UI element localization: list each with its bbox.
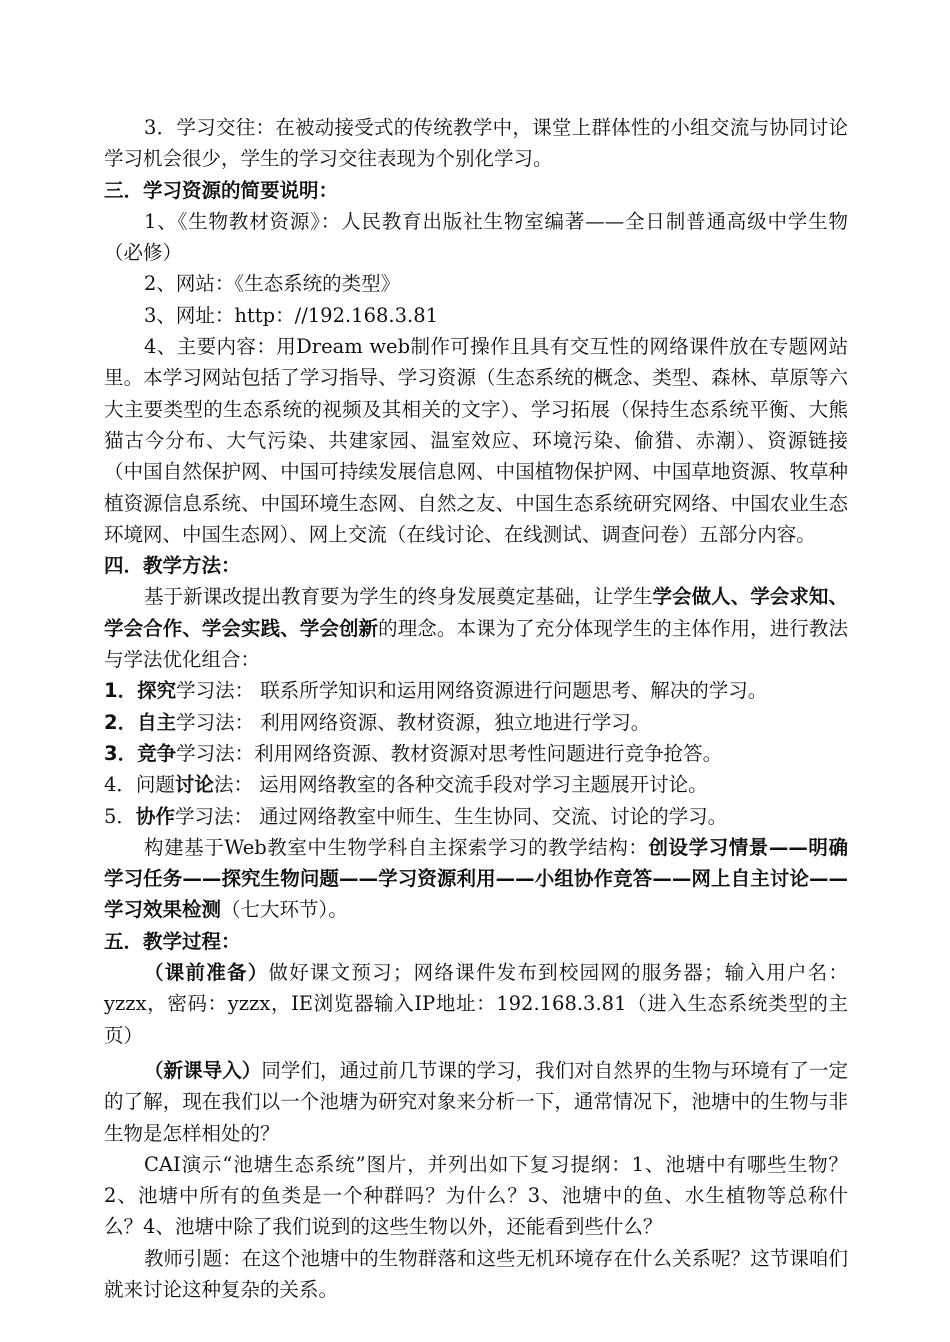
- section3-item1: 1、《生物教材资源》：人民教育出版社生物室编著——全日制普通高级中学生物（必修）: [104, 209, 848, 265]
- method-rest: 学习法：: [176, 710, 255, 734]
- section4-intro: [104, 581, 848, 675]
- method-rest: 学习法：: [174, 804, 253, 828]
- method-num: 1．: [104, 679, 138, 703]
- method-desc: 通过网络教室中师生、生生协同、交流、讨论的学习。: [252, 804, 728, 828]
- section5-prep: [104, 957, 848, 1051]
- section5-heading: 五．教学过程：: [104, 929, 241, 953]
- section2-item3: 3．学习交往：在被动接受式的传统教学中，课堂上群体性的小组交流与协同讨论学习机会很少，学生的学习交往表现为个别化学习。: [104, 116, 848, 171]
- section3-item2: 2、网站：《生态系统的类型》: [144, 272, 401, 296]
- method-desc: 利用网络资源、教材资源对思考性问题进行竞争抢答。: [254, 741, 723, 765]
- method-num: 2．: [104, 710, 138, 734]
- method-key: 协作: [135, 804, 175, 828]
- method-desc: 联系所学知识和运用网络资源进行问题思考、解决的学习。: [254, 679, 768, 703]
- method-key: 竞争: [137, 741, 177, 765]
- section5-teacher: 教师引题：在这个池塘中的生物群落和这些无机环境存在什么关系呢？这节课咱们就来讨论这种复杂的关系。: [104, 1246, 848, 1301]
- method-num: 4．问题: [104, 773, 175, 797]
- structure-bold: 创设学习情景——明确学习任务——探究生物问题——学习资源利用——小组协作竞答——网上自主讨论——学习效果检测: [104, 835, 848, 922]
- section3-item4: 4、主要内容：用Dream web制作可操作且具有交互性的网络课件放在专题网站里。本学习网站包括了学习指导、学习资源（生态系统的概念、类型、森林、草原等六大主要类型的生态系统的视频及其相关的文字）、学习拓展（保持生态系统平衡、大熊猫古今分布、大气污染、共建家园、温室效应、环境污染、偷猎、赤潮）、资源链接（中国自然保护网、中国可持续发展信息网、中国植物保护网、中国草地资源、牧草种植资源信息系统、中国环境生态网、自然之友、中国生态系统研究网络、中国农业生态环境网、中国生态网）、网上交流（在线讨论、在线测试、调查问卷）五部分内容。: [104, 335, 848, 546]
- section4-intro-bold: 学会做人、学会求知、学会合作、学会实践、学会创新: [104, 585, 848, 640]
- section4-intro-post: 的理念。本课为了充分体现学生的主体作用，进行教法与学法优化组合：: [104, 616, 848, 672]
- section5-cai: CAI演示“池塘生态系统”图片，并列出如下复习提纲：1、池塘中有哪些生物？2、池塘中所有的鱼类是一个种群吗？为什么？3、池塘中的鱼、水生植物等总称什么？4、池塘中除了我们说到的这些生物以外，还能看到些什么？: [104, 1152, 848, 1239]
- method-item-1: [104, 675, 848, 706]
- method-item-4: [104, 769, 848, 800]
- prep-text: 做好课文预习；网络课件发布到校园网的服务器；输入用户名：yzzx，密码：yzzx，IE浏览器输入IP地址：192.168.3.81（进入生态系统类型的主页）: [104, 961, 848, 1047]
- structure-pre: 构建基于Web教室中生物学科自主探索学习的教学结构：: [144, 835, 649, 859]
- intro-text: 同学们，通过前几节课的学习，我们对自然界的生物与环境有了一定的了解，现在我们以一个池塘为研究对象来分析一下，通常情况下，池塘中的生物与非生物是怎样相处的？: [104, 1058, 848, 1145]
- method-rest: 法：: [213, 773, 253, 797]
- structure-post: （七大环节）。: [221, 898, 348, 922]
- method-num: 3．: [104, 741, 138, 765]
- section5-intro: [104, 1055, 848, 1149]
- method-key: 自主: [137, 710, 177, 734]
- section4-structure: [104, 832, 848, 926]
- section4-intro-pre: 基于新课改提出教育要为学生的终身发展奠定基础，让学生: [144, 585, 653, 609]
- prep-label: （课前准备）: [144, 961, 269, 985]
- method-num: 5．: [104, 804, 136, 828]
- section3-item3: 3、网址：http：//192.168.3.81: [144, 303, 439, 327]
- document-body: [104, 112, 848, 1305]
- method-item-2: [104, 707, 848, 738]
- intro-label: （新课导入）: [144, 1058, 262, 1082]
- method-desc: 运用网络教室的各种交流手段对学习主题展开讨论。: [252, 773, 708, 797]
- method-rest: 学习法：: [176, 679, 255, 703]
- section4-heading: 四．教学方法：: [104, 554, 241, 578]
- method-desc: 利用网络资源、教材资源，独立地进行学习。: [254, 710, 651, 734]
- method-key: 探究: [137, 679, 177, 703]
- method-rest: 学习法：: [176, 741, 255, 765]
- method-item-5: [104, 801, 848, 832]
- section3-heading: 三．学习资源的简要说明：: [104, 178, 339, 202]
- method-item-3: [104, 738, 848, 769]
- method-key: 讨论: [174, 773, 214, 797]
